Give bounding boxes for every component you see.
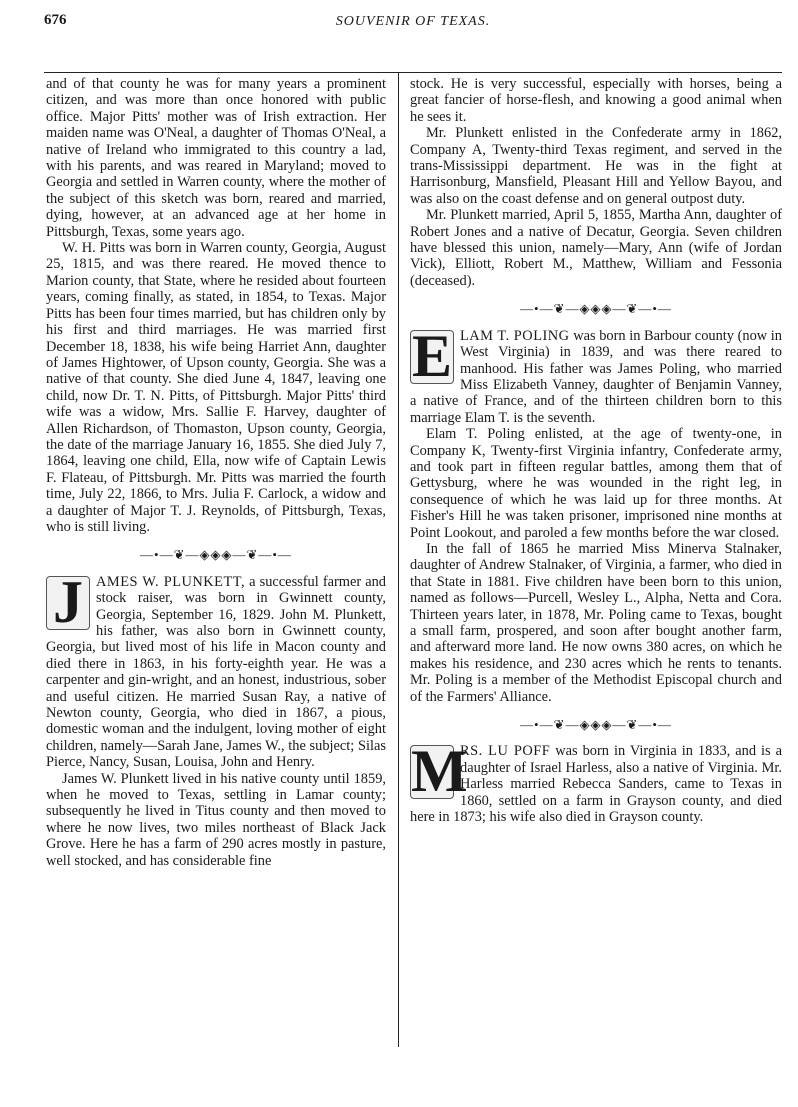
- header-rule: [44, 72, 782, 73]
- section-ornament: —•—❦—◈◈◈—❦—•—: [520, 717, 672, 733]
- plunkett-bio-intro: [46, 568, 387, 771]
- page-number: 676: [44, 12, 67, 28]
- page-header: [44, 12, 782, 40]
- poling-paragraph: Elam T. Poling enlisted, at the age of twenty-one, in Company K, Twenty-first Virginia infantry, Confederate army, and took part in fifteen regular battles, among them that of Gettysburg, where he was wounded in the right leg, in consequence of which he was laid up for three months. At Fisher's Hill he was taken prisoner, imprisoned nine months at Point Lookout, and paroled a few months before the war closed.: [410, 426, 782, 541]
- right-column: [410, 76, 782, 825]
- poff-name-lead: RS. LU POFF: [460, 743, 551, 760]
- plunkett-paragraph: Mr. Plunkett married, April 5, 1855, Martha Ann, daughter of Robert Jones and a native of Decatur, Georgia. Seven children have blessed this union, namely—Mary, Ann (wife of Jordan Vick), Elliott, Robert M., Matthew, William and Fessonia (deceased).: [410, 207, 782, 289]
- running-title: SOUVENIR OF TEXAS.: [335, 14, 491, 29]
- section-ornament: —•—❦—◈◈◈—❦—•—: [140, 547, 292, 563]
- column-divider: [398, 72, 399, 1047]
- poling-intro-text: was born in Barbour county (now in West Virginia) in 1839, and was there reared to manhood. His father was James Poling, who married Miss Elizabeth Vanney, daughter of Benjamin Vanney, a native of France, and of the thirteen children born to this marriage Elam T. is the seventh.: [410, 327, 782, 426]
- section-ornament: —•—❦—◈◈◈—❦—•—: [520, 301, 672, 317]
- plunkett-dropcap: J: [46, 576, 90, 630]
- poff-dropcap: M: [411, 738, 468, 805]
- plunkett-paragraph: James W. Plunkett lived in his native county until 1859, when he moved to Texas, settling in Lamar county; subsequently he lived in Titus county and then moved to where he now lives, two miles northeast of Black Jack Grove. Here he has a farm of 290 acres mostly in pasture, well stocked, and has considerable fine: [46, 770, 386, 869]
- left-column: [46, 76, 386, 869]
- plunkett-paragraph: Mr. Plunkett enlisted in the Confederate army in 1862, Company A, Twenty-third Texas regiment, and served in the trans-Mississippi department. He was in the fight at Harrisonburg, Mansfield, Pleasant Hill and Yellow Bayou, and was also on the coast defense and on general outpost duty.: [410, 125, 782, 207]
- pitts-paragraph: W. H. Pitts was born in Warren county, Georgia, August 25, 1815, and was there reared. He moved thence to Marion county, that State, where he resided about fourteen years, coming finally, as stated, in 1854, to Texas. Major Pitts has been four times married, but has children only by his first and third marriages. He was married first December 18, 1838, his wife being Harriet Ann, daughter of James Hightower, of Upson county, Georgia. She was a native of that county. She died June 4, 1847, leaving one child, now Dr. T. N. Pitts, of Pittsburgh. Major Pitts' third wife was a widow, Mrs. Sallie F. Harvey, daughter of Allen Richardson, of Thomaston, Upson county, Georgia, the date of the marriage January 16, 1855. She died July 7, 1864, leaving one child, Ella, now wife of Captain Lewis F. Flateau, of Pittsburgh. Mr. Pitts was married the fourth time, July 22, 1866, to Mrs. Julia F. Carlock, a widow and a daughter of Major T. J. Reynolds, of Pittsburgh, Texas, who is still living.: [46, 240, 386, 535]
- plunkett-paragraph: stock. He is very successful, especially with horses, being a great fancier of horse-flesh, and knowing a good animal when he sees it.: [410, 76, 782, 125]
- poling-name-lead: LAM T. POLING: [460, 327, 570, 344]
- plunkett-name-lead: AMES W. PLUNKETT,: [96, 573, 246, 590]
- pitts-paragraph: and of that county he was for many years a prominent citizen, and was more than once honored with public office. Major Pitts' mother was of Irish extraction. Her maiden name was O'Neal, a daughter of Thomas O'Neal, a native of Ireland who immigrated to this country a lad, with his parents, and was reared in Maryland; moved to Georgia and settled in Warren county, where the mother of the subject of this sketch was born, reared and married, dying, however, at an advanced age at her home in Pittsburgh, Texas, some years ago.: [46, 76, 386, 240]
- poling-bio-intro: [410, 322, 782, 426]
- poff-intro-text: was born in Virginia in 1833, and is a daughter of Israel Harless, also a native of Virginia. Mr. Harless married Rebecca Sanders, came to Texas in 1860, settled on a farm in Grayson county, and died here in 1873; his wife also died in Grayson county.: [410, 743, 782, 826]
- poling-dropcap: E: [411, 322, 453, 389]
- plunkett-intro-text: a successful farmer and stock raiser, was born in Gwinnett county, Georgia, September 16, 1829. John M. Plunkett, his father, was also born in Gwinnett county, Georgia, but lived most of his life in Macon county and died there in 1863, in his forty-eighth year. He was a carpenter and gin-wright, and an honest, industrious, sober and useful citizen. He married Susan Ray, a native of Newton county, Georgia, who died in 1867, a pious, domestic woman and the indulgent, loving mother of eight children, namely—Sarah Jane, James W., the subject; Silas Pierce, Nancy, Susan, Louisa, John and Henry.: [46, 573, 387, 771]
- poling-paragraph: In the fall of 1865 he married Miss Minerva Stalnaker, daughter of Andrew Stalnaker, of Virginia, a farmer, who died in that State in 1881. Five children have been born to this union, named as follows—Purcell, Wesley L., Alpha, Netta and Cora. Thirteen years later, in 1878, Mr. Poling came to Texas, bought a small farm, prospered, and soon after bought another farm, and afterward more land. He now owns 380 acres, on which he makes his residence, and 230 acres which he rents to tenants. Mr. Poling is a member of the Methodist Episcopal church and of the Farmers' Alliance.: [410, 540, 782, 705]
- poff-bio-intro: [410, 738, 782, 826]
